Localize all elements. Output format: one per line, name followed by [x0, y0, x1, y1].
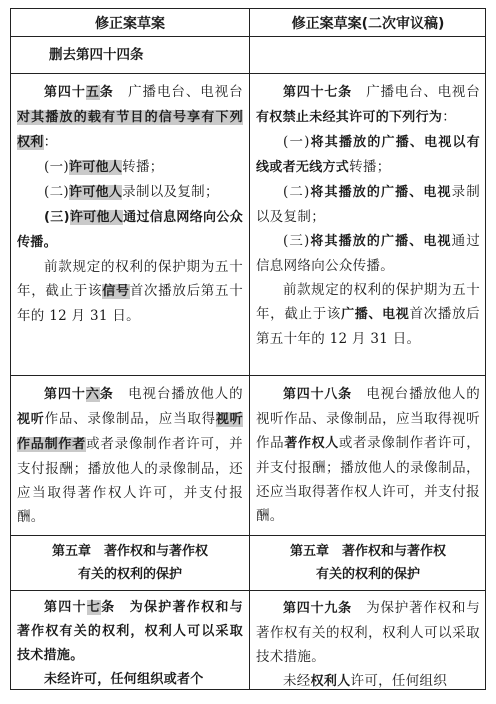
item-1: (一)许可他人转播； [44, 159, 164, 175]
deletion-note: 删去第四十四条 [49, 47, 144, 63]
article-number: 第四十六条 [44, 387, 114, 402]
article-47-old-para2: 未经许可，任何组织或者个 [44, 672, 204, 687]
protection-period: 前款规定的权利的保护期为五十年，截止于该广播、电视首次播放后第五十年的 12 月 31 日。 [256, 282, 480, 347]
article-48-text: 第四十八条 电视台播放他人的视听作品、录像制品，应当取得视听作品著作权人或者录像制作者许可，并支付报酬；播放他人的录像制品，还应当取得著作权人许可，并支付报酬。 [256, 386, 481, 524]
item-3: (三)许可他人通过信息网络向公众传播。 [17, 210, 243, 250]
item-2: (二)许可他人录制以及复制； [44, 184, 219, 200]
article-47-old-text: 第四十七条 为保护著作权和与著作权有关的权利，权利人可以采取技术措施。 [17, 600, 243, 663]
chapter-5-right [250, 536, 486, 590]
article-49-cell [250, 591, 486, 690]
header-right: 修正案草案(二次审议稿) [291, 15, 445, 32]
article-48-cell [250, 376, 486, 535]
article-46-text: 第四十六条 电视台播放他人的视听作品、录像制品，应当取得视听作品制作者或者录像制作者许可，并支付报酬；播放他人的录像制品，还应当取得著作权人许可，并支付报酬。 [17, 386, 243, 525]
article-number: 第四十五条 [44, 85, 114, 100]
item-3: (三)将其播放的广播、电视通过信息网络向公众传播。 [256, 233, 480, 274]
chapter-title-line1: 第五章 著作权和与著作权 [51, 544, 208, 559]
article-47-main: 第四十七条 广播电台、电视台有权禁止未经其许可的下列行为： [256, 84, 480, 125]
chapter-title-line2: 有关的权利的保护 [77, 567, 182, 582]
article-49-para2: 未经权利人许可，任何组织 [283, 673, 448, 689]
chapter-5-left [11, 536, 249, 590]
header-left: 修正案草案 [95, 15, 165, 32]
chapter-title-line1: 第五章 著作权和与著作权 [289, 544, 446, 559]
article-number: 第四十七条 [283, 85, 352, 100]
row1-left [11, 37, 249, 73]
article-49-text: 第四十九条 为保护著作权和与著作权有关的权利，权利人可以采取技术措施。 [256, 600, 480, 665]
article-47-cell [250, 74, 486, 375]
article-number: 第四十八条 [283, 387, 352, 402]
item-2: (二)将其播放的广播、电视录制以及复制； [256, 184, 480, 225]
row1-right-empty [250, 37, 486, 73]
comparison-table [10, 8, 486, 690]
article-45-cell [11, 74, 249, 375]
article-number: 第四十九条 [283, 601, 352, 616]
protection-period: 前款规定的权利的保护期为五十年，截止于该信号首次播放后第五十年的 12 月 31 日。 [17, 259, 243, 324]
article-45-main: 第四十五条 广播电台、电视台对其播放的载有节目的信号享有下列权利： [17, 84, 243, 150]
chapter-title-line2: 有关的权利的保护 [315, 567, 420, 582]
item-1: (一)将其播放的广播、电视以有线或者无线方式转播； [256, 134, 480, 175]
article-46-cell [11, 376, 249, 535]
article-47-old-cell [11, 591, 249, 690]
